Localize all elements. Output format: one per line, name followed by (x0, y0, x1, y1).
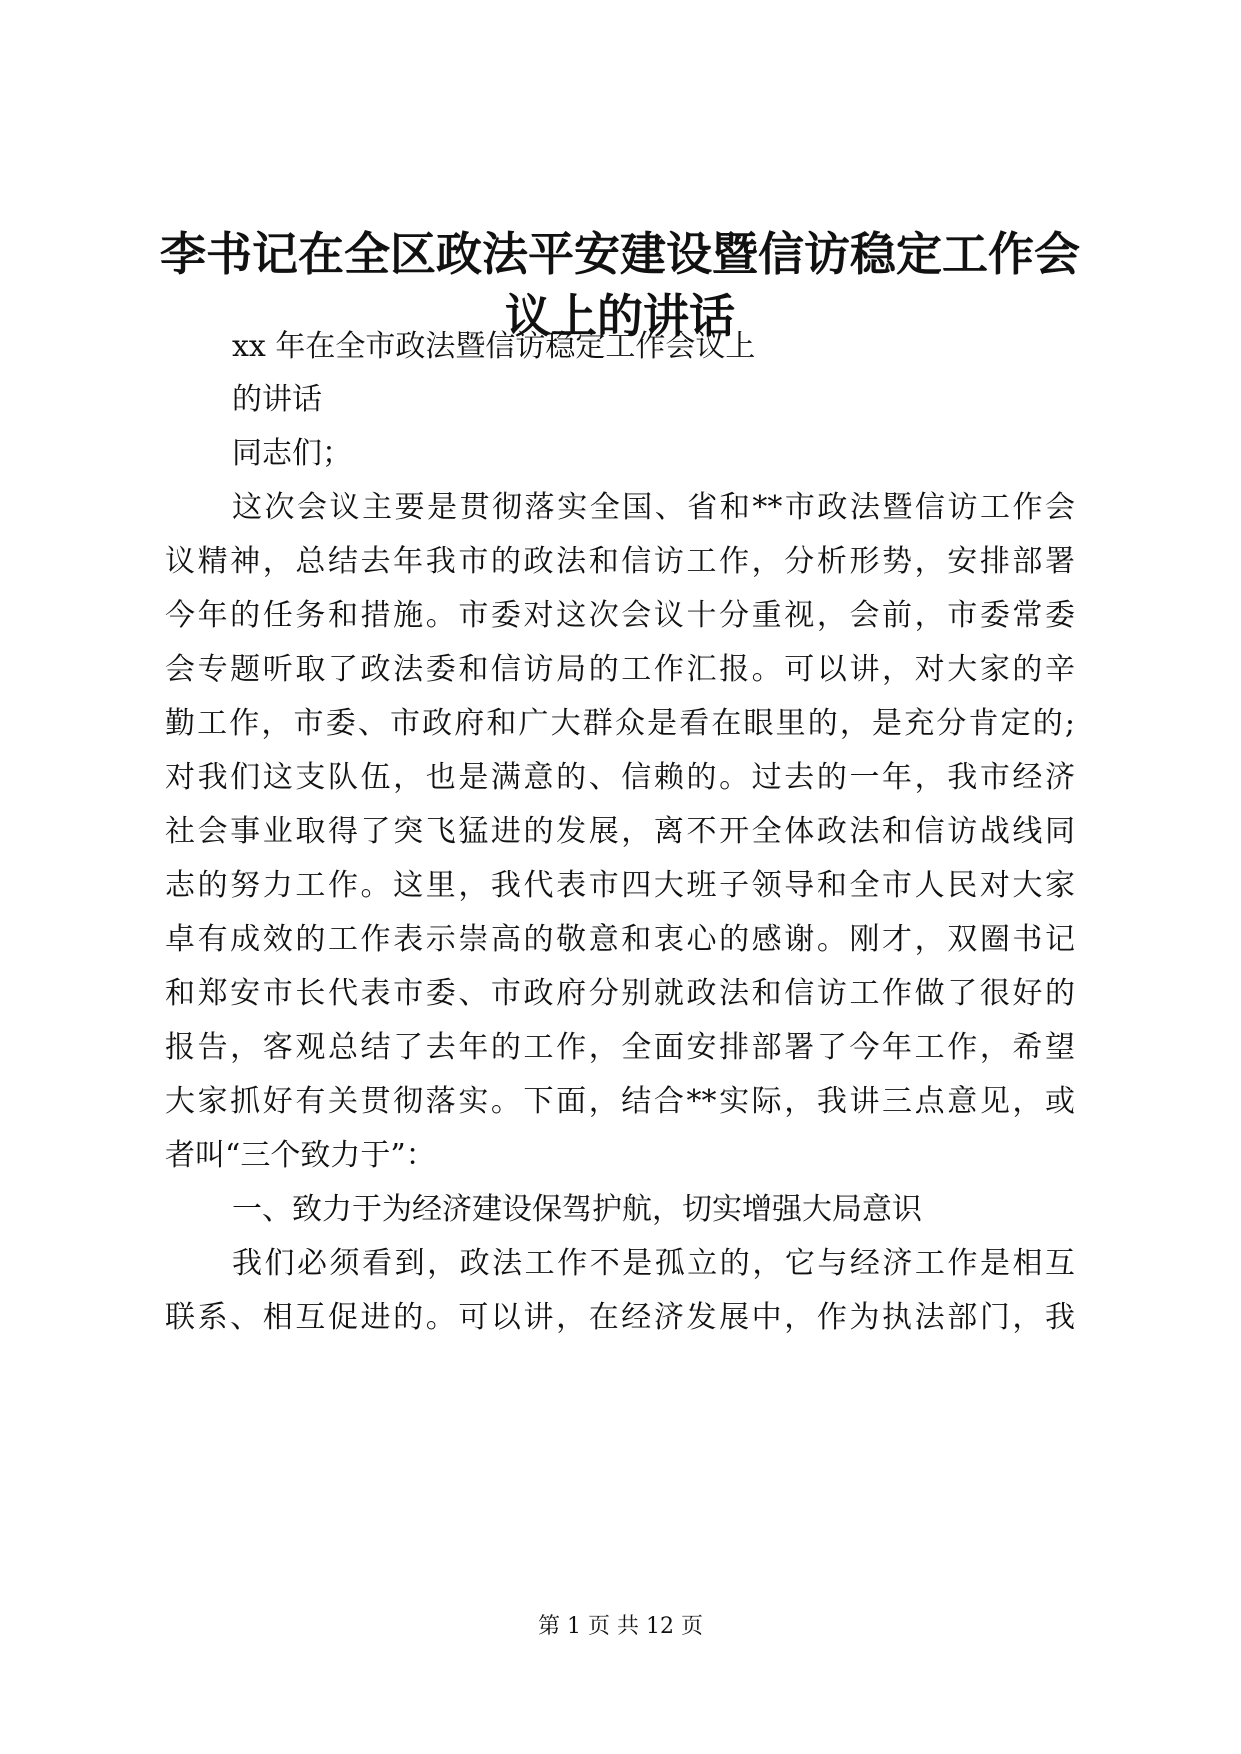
paragraph-line: 志的努力工作。这里，我代表市四大班子领导和全市人民对大家 (165, 868, 1075, 903)
paragraph-line: 议精神，总结去年我市的政法和信访工作，分析形势，安排部署 (165, 544, 1075, 579)
paragraph-line: 和郑安市长代表市委、市政府分别就政法和信访工作做了很好的 (165, 976, 1075, 1011)
document-title-line-1: 李书记在全区政法平安建设暨信访稳定工作会 (160, 227, 1080, 281)
paragraph-line: 大家抓好有关贯彻落实。下面，结合**实际，我讲三点意见，或 (165, 1084, 1075, 1119)
paragraph-line: 这次会议主要是贯彻落实全国、省和**市政法暨信访工作会 (232, 490, 1075, 525)
paragraph-line: 对我们这支队伍，也是满意的、信赖的。过去的一年，我市经济 (165, 760, 1075, 795)
document-title-line-2: 议上的讲话 (505, 289, 735, 343)
section-heading-1: 一、致力于为经济建设保驾护航，切实增强大局意识 (232, 1192, 922, 1227)
paragraph-line: 勤工作，市委、市政府和广大群众是看在眼里的，是充分肯定的; (165, 706, 1075, 741)
paragraph-line: 今年的任务和措施。市委对这次会议十分重视，会前，市委常委 (165, 598, 1075, 633)
paragraph-line: 社会事业取得了突飞猛进的发展，离不开全体政法和信访战线同 (165, 814, 1075, 849)
paragraph-line: 我们必须看到，政法工作不是孤立的，它与经济工作是相互 (232, 1246, 1075, 1281)
paragraph-line: 联系、相互促进的。可以讲，在经济发展中，作为执法部门，我 (165, 1300, 1075, 1335)
paragraph-line: 报告，客观总结了去年的工作，全面安排部署了今年工作，希望 (165, 1030, 1075, 1065)
salutation: 同志们； (232, 436, 352, 471)
paragraph-line: 者叫“三个致力于”： (165, 1138, 436, 1173)
paragraph-line: 会专题听取了政法委和信访局的工作汇报。可以讲，对大家的辛 (165, 652, 1075, 687)
page-footer: 第 1 页 共 12 页 (538, 1614, 703, 1639)
subtitle-line-1: xx 年在全市政法暨信访稳定工作会议上 (232, 329, 756, 364)
paragraph-line: 卓有成效的工作表示崇高的敬意和衷心的感谢。刚才，双圈书记 (165, 922, 1075, 957)
subtitle-line-2: 的讲话 (232, 382, 322, 417)
